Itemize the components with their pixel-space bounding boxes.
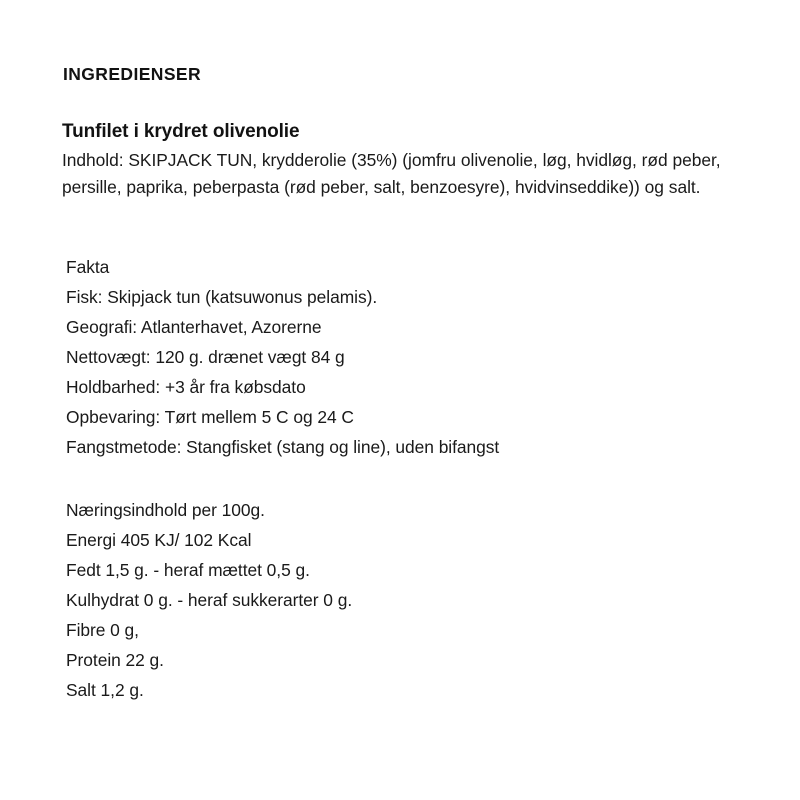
- nutrition-fibre: Fibre 0 g,: [66, 620, 139, 640]
- fact-net-weight: Nettovægt: 120 g. drænet vægt 84 g: [66, 347, 345, 367]
- fact-catch-method: Fangstmetode: Stangfisket (stang og line), uden bifangst: [66, 437, 500, 457]
- product-name: Tunfilet i krydret olivenolie: [62, 121, 300, 142]
- fact-storage: Opbevaring: Tørt mellem 5 C og 24 C: [66, 407, 354, 427]
- facts-heading: Fakta: [66, 257, 110, 277]
- facts-section: [66, 252, 726, 462]
- page-title: INGREDIENSER: [63, 64, 202, 84]
- nutrition-protein: Protein 22 g.: [66, 650, 164, 670]
- fact-geography: Geografi: Atlanterhavet, Azorerne: [66, 317, 322, 337]
- nutrition-heading: Næringsindhold per 100g.: [66, 500, 265, 520]
- nutrition-carbohydrate: Kulhydrat 0 g. - heraf sukkerarter 0 g.: [66, 590, 353, 610]
- nutrition-section: [66, 495, 726, 705]
- nutrition-energy: Energi 405 KJ/ 102 Kcal: [66, 530, 252, 550]
- fact-fish: Fisk: Skipjack tun (katsuwonus pelamis).: [66, 287, 378, 307]
- fact-shelf-life: Holdbarhed: +3 år fra købsdato: [66, 377, 306, 397]
- ingredients-declaration: Indhold: SKIPJACK TUN, krydderolie (35%) (jomfru olivenolie, løg, hvidløg, rød peber, persille, paprika, peberpasta (rød peber, salt, benzoesyre), hvidvinseddike)) og salt.: [62, 149, 721, 198]
- nutrition-fat: Fedt 1,5 g. - heraf mættet 0,5 g.: [66, 560, 310, 580]
- ingredients-section: [62, 119, 754, 201]
- nutrition-salt: Salt 1,2 g.: [66, 680, 144, 700]
